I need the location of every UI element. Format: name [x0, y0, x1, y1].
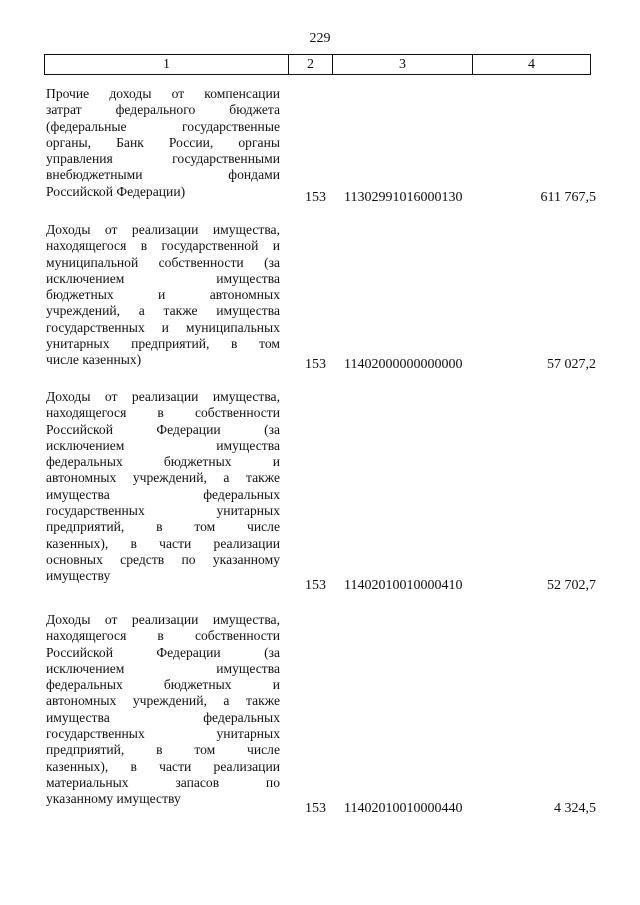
description-line: материальных запасов по [46, 774, 280, 790]
description-line: автономных учреждений, а также [46, 693, 280, 709]
row-amount: 611 767,5 [540, 190, 596, 205]
description-line: указанному имуществу [46, 791, 181, 807]
description-line: Российской Федерации (за [46, 421, 280, 437]
row-col2-value: 153 [305, 190, 326, 205]
row-code: 11402000000000000 [344, 357, 463, 372]
description-line: основных средств по указанному [46, 551, 280, 567]
row-amount: 4 324,5 [554, 801, 596, 816]
description-line: (федеральные государственные [46, 118, 280, 134]
column-header-2: 2 [288, 55, 332, 74]
description-line: числе казенных) [46, 352, 142, 368]
description-line: Российской Федерации (за [46, 644, 280, 660]
description-line: Российской Федерации) [46, 183, 186, 199]
row-description [46, 612, 280, 808]
row-col2-value: 153 [305, 801, 326, 816]
column-header-4: 4 [472, 55, 590, 74]
description-line: муниципальной собственности (за [46, 254, 280, 270]
description-line: органы, Банк России, органы [46, 134, 280, 150]
page-number: 229 [309, 31, 331, 46]
column-header-3: 3 [332, 55, 472, 74]
description-line: находящегося в собственности [46, 628, 280, 644]
row-col2-value: 153 [305, 578, 326, 593]
description-line: находящегося в собственности [46, 405, 280, 421]
description-line: учреждений, а также имущества [46, 303, 280, 319]
description-line: имущества федеральных [46, 486, 280, 502]
row-code: 11402010010000440 [344, 801, 463, 816]
description-line: федеральных бюджетных и [46, 454, 280, 470]
description-line: Доходы от реализации имущества, [46, 612, 280, 627]
description-line: унитарных предприятий, в том [46, 336, 280, 352]
description-line: предприятий, в том числе [46, 742, 280, 758]
row-col2-value: 153 [305, 357, 326, 372]
description-line: федеральных бюджетных и [46, 677, 280, 693]
description-line: исключением имущества [46, 437, 280, 453]
description-line: предприятий, в том числе [46, 519, 280, 535]
description-line: находящегося в государственной и [46, 238, 280, 254]
description-line: государственных унитарных [46, 503, 280, 519]
row-code: 11302991016000130 [344, 190, 463, 205]
row-amount: 57 027,2 [547, 357, 596, 372]
description-line: казенных), в части реализации [46, 535, 280, 551]
description-line: исключением имущества [46, 270, 280, 286]
description-line: государственных и муниципальных [46, 319, 280, 335]
description-line: внебюджетными фондами [46, 167, 280, 183]
description-line: бюджетных и автономных [46, 287, 280, 303]
row-description [46, 86, 280, 200]
description-line: имуществу [46, 568, 111, 584]
description-line: имущества федеральных [46, 709, 280, 725]
column-header-1: 1 [163, 57, 170, 72]
row-description [46, 222, 280, 369]
description-line: Прочие доходы от компенсации [46, 86, 280, 101]
description-line: государственных унитарных [46, 726, 280, 742]
description-line: исключением имущества [46, 660, 280, 676]
description-line: управления государственными [46, 151, 280, 167]
description-line: затрат федерального бюджета [46, 102, 280, 118]
description-line: Доходы от реализации имущества, [46, 389, 280, 404]
row-description [46, 389, 280, 585]
row-amount: 52 702,7 [547, 578, 596, 593]
description-line: автономных учреждений, а также [46, 470, 280, 486]
description-line: казенных), в части реализации [46, 758, 280, 774]
table-header [44, 54, 591, 75]
description-line: Доходы от реализации имущества, [46, 222, 280, 237]
row-code: 11402010010000410 [344, 578, 463, 593]
